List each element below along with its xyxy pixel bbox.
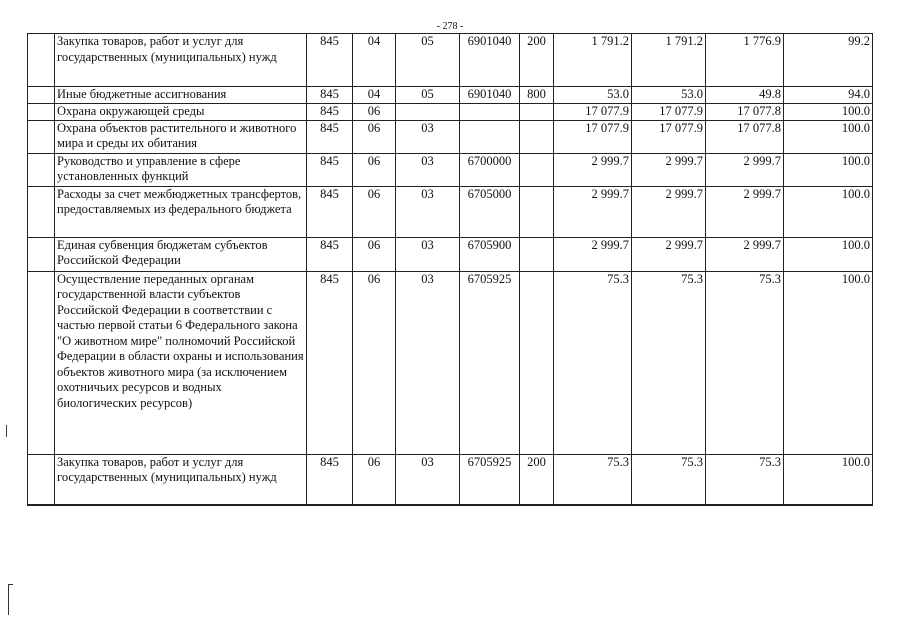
ministry-code: 845 — [307, 237, 353, 271]
percent-cell: 100.0 — [784, 271, 873, 454]
amount-col7: 2 999.7 — [554, 153, 632, 186]
amount-col9: 17 077.8 — [706, 120, 784, 153]
expense-code — [520, 104, 554, 121]
row-name: Руководство и управление в сфере установленных функций — [55, 153, 307, 186]
blank-cell — [28, 454, 55, 505]
target-code — [460, 104, 520, 121]
blank-cell — [28, 153, 55, 186]
table-row — [28, 87, 873, 104]
amount-col7: 1 791.2 — [554, 34, 632, 87]
table-row — [28, 186, 873, 237]
section-code: 06 — [353, 454, 396, 505]
expense-code — [520, 237, 554, 271]
amount-col9: 2 999.7 — [706, 153, 784, 186]
table-row — [28, 271, 873, 454]
row-name: Осуществление переданных органам государственной власти субъектов Российской Федерации в соответствии с частью первой статьи 6 Федерального закона "О животном мире" полномочий Российской Федерации в области охраны и использования объектов животного мира (за исключением охотничьих ресурсов и водных биологических ресурсов) — [55, 271, 307, 454]
amount-col9: 2 999.7 — [706, 186, 784, 237]
target-code: 6901040 — [460, 87, 520, 104]
target-code: 6705925 — [460, 454, 520, 505]
subsection-code: 03 — [396, 237, 460, 271]
table-row — [28, 120, 873, 153]
amount-col9: 49.8 — [706, 87, 784, 104]
expense-code: 200 — [520, 34, 554, 87]
amount-col7: 2 999.7 — [554, 237, 632, 271]
row-name: Закупка товаров, работ и услуг для государственных (муниципальных) нужд — [55, 454, 307, 505]
section-code: 04 — [353, 34, 396, 87]
subsection-code: 03 — [396, 186, 460, 237]
percent-cell: 100.0 — [784, 186, 873, 237]
amount-col8: 2 999.7 — [632, 186, 706, 237]
amount-col8: 17 077.9 — [632, 104, 706, 121]
row-name: Охрана окружающей среды — [55, 104, 307, 121]
row-name: Охрана объектов растительного и животного мира и среды их обитания — [55, 120, 307, 153]
amount-col7: 53.0 — [554, 87, 632, 104]
section-code: 06 — [353, 237, 396, 271]
section-code: 06 — [353, 186, 396, 237]
table-row — [28, 153, 873, 186]
amount-col8: 17 077.9 — [632, 120, 706, 153]
scan-artifact-bracket — [8, 584, 13, 615]
amount-col8: 75.3 — [632, 454, 706, 505]
subsection-code: 03 — [396, 153, 460, 186]
row-name: Единая субвенция бюджетам субъектов Российской Федерации — [55, 237, 307, 271]
scan-artifact-mark — [6, 425, 7, 437]
percent-cell: 100.0 — [784, 153, 873, 186]
amount-col8: 75.3 — [632, 271, 706, 454]
expense-code: 800 — [520, 87, 554, 104]
subsection-code: 03 — [396, 120, 460, 153]
amount-col7: 75.3 — [554, 271, 632, 454]
ministry-code: 845 — [307, 153, 353, 186]
ministry-code: 845 — [307, 120, 353, 153]
subsection-code: 03 — [396, 454, 460, 505]
page-number: - 278 - — [436, 21, 464, 32]
amount-col9: 75.3 — [706, 454, 784, 505]
blank-cell — [28, 87, 55, 104]
section-code: 06 — [353, 153, 396, 186]
subsection-code: 05 — [396, 34, 460, 87]
subsection-code — [396, 104, 460, 121]
row-name: Расходы за счет межбюджетных трансфертов, предоставляемых из федерального бюджета — [55, 186, 307, 237]
amount-col9: 1 776.9 — [706, 34, 784, 87]
percent-cell: 100.0 — [784, 104, 873, 121]
table-row — [28, 104, 873, 121]
expense-code — [520, 153, 554, 186]
blank-cell — [28, 104, 55, 121]
percent-cell: 94.0 — [784, 87, 873, 104]
budget-execution-table — [27, 33, 873, 506]
percent-cell: 100.0 — [784, 120, 873, 153]
expense-code — [520, 271, 554, 454]
ministry-code: 845 — [307, 104, 353, 121]
amount-col7: 17 077.9 — [554, 104, 632, 121]
expense-code: 200 — [520, 454, 554, 505]
amount-col8: 2 999.7 — [632, 237, 706, 271]
blank-cell — [28, 271, 55, 454]
amount-col8: 2 999.7 — [632, 153, 706, 186]
expense-code — [520, 120, 554, 153]
ministry-code: 845 — [307, 186, 353, 237]
subsection-code: 05 — [396, 87, 460, 104]
ministry-code: 845 — [307, 87, 353, 104]
target-code — [460, 120, 520, 153]
table-row — [28, 237, 873, 271]
ministry-code: 845 — [307, 271, 353, 454]
amount-col9: 2 999.7 — [706, 237, 784, 271]
amount-col8: 53.0 — [632, 87, 706, 104]
amount-col9: 17 077.8 — [706, 104, 784, 121]
section-code: 06 — [353, 104, 396, 121]
row-name: Иные бюджетные ассигнования — [55, 87, 307, 104]
target-code: 6705900 — [460, 237, 520, 271]
target-code: 6705000 — [460, 186, 520, 237]
table-row — [28, 454, 873, 505]
table-row — [28, 34, 873, 87]
section-code: 06 — [353, 271, 396, 454]
ministry-code: 845 — [307, 454, 353, 505]
ministry-code: 845 — [307, 34, 353, 87]
blank-cell — [28, 237, 55, 271]
amount-col7: 17 077.9 — [554, 120, 632, 153]
percent-cell: 100.0 — [784, 237, 873, 271]
blank-cell — [28, 186, 55, 237]
amount-col8: 1 791.2 — [632, 34, 706, 87]
expense-code — [520, 186, 554, 237]
target-code: 6700000 — [460, 153, 520, 186]
target-code: 6705925 — [460, 271, 520, 454]
blank-cell — [28, 120, 55, 153]
row-name: Закупка товаров, работ и услуг для государственных (муниципальных) нужд — [55, 34, 307, 87]
section-code: 04 — [353, 87, 396, 104]
percent-cell: 99.2 — [784, 34, 873, 87]
amount-col9: 75.3 — [706, 271, 784, 454]
section-code: 06 — [353, 120, 396, 153]
amount-col7: 2 999.7 — [554, 186, 632, 237]
percent-cell: 100.0 — [784, 454, 873, 505]
subsection-code: 03 — [396, 271, 460, 454]
blank-cell — [28, 34, 55, 87]
target-code: 6901040 — [460, 34, 520, 87]
amount-col7: 75.3 — [554, 454, 632, 505]
